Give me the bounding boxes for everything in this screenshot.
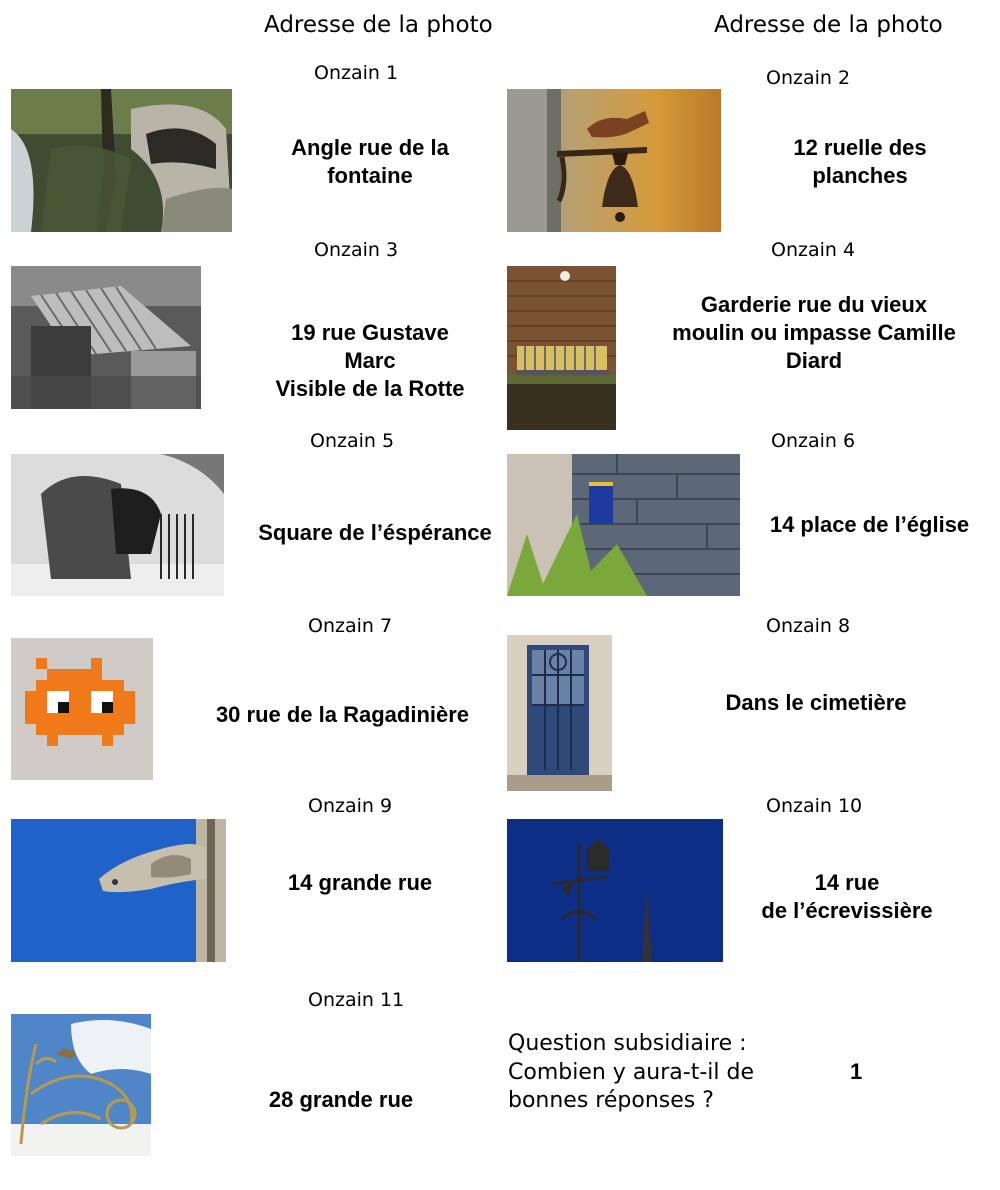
- address-header-left: Adresse de la photo: [264, 12, 493, 38]
- photo-address-5: Square de l’éspérance: [258, 520, 492, 545]
- door-photo-icon: [507, 635, 612, 791]
- space-invader-photo-icon: [11, 638, 153, 780]
- photo-address-1: Angle rue de la fontaine: [291, 135, 449, 188]
- gargoyle-photo-icon: [11, 819, 226, 962]
- photo-label-10: Onzain 10: [766, 795, 863, 817]
- photo-label-3: Onzain 3: [314, 239, 399, 261]
- photo-address-9: 14 grande rue: [287, 870, 433, 895]
- photo-label-1: Onzain 1: [314, 62, 399, 84]
- photo-label-9: Onzain 9: [308, 795, 393, 817]
- bench-photo-icon: [507, 266, 616, 430]
- shed-photo-icon: [11, 266, 201, 409]
- photo-label-2: Onzain 2: [766, 67, 851, 89]
- photo-label-11: Onzain 11: [308, 989, 405, 1011]
- fountain-photo-icon: [11, 89, 232, 232]
- photo-address-7: 30 rue de la Ragadinière: [215, 702, 470, 727]
- photo-label-6: Onzain 6: [771, 430, 856, 452]
- gate-photo-icon: [11, 454, 224, 596]
- address-header-right: Adresse de la photo: [714, 12, 943, 38]
- photo-address-10: 14 rue de l’écrevissière: [761, 870, 933, 923]
- weathervane-photo-icon: [507, 819, 723, 962]
- photo-address-4: Garderie rue du vieux moulin ou impasse Camille Diard: [672, 292, 956, 373]
- photo-address-6: 14 place de l’église: [769, 512, 970, 537]
- bonus-answer: 1: [850, 1059, 863, 1084]
- photo-address-2: 12 ruelle des planches: [793, 135, 927, 188]
- photo-label-4: Onzain 4: [771, 239, 856, 261]
- mailbox-photo-icon: [507, 454, 740, 596]
- photo-label-7: Onzain 7: [308, 615, 393, 637]
- bell-photo-icon: [507, 89, 721, 232]
- photo-address-8: Dans le cimetière: [725, 690, 907, 715]
- photo-label-8: Onzain 8: [766, 615, 851, 637]
- photo-address-3: 19 rue Gustave Marc Visible de la Rotte: [275, 320, 465, 401]
- bonus-question: Question subsidiaire : Combien y aura-t-il de bonnes réponses ?: [508, 1031, 754, 1113]
- wrought-iron-sign-photo-icon: [11, 1014, 151, 1156]
- photo-label-5: Onzain 5: [310, 430, 395, 452]
- photo-address-11: 28 grande rue: [268, 1087, 414, 1112]
